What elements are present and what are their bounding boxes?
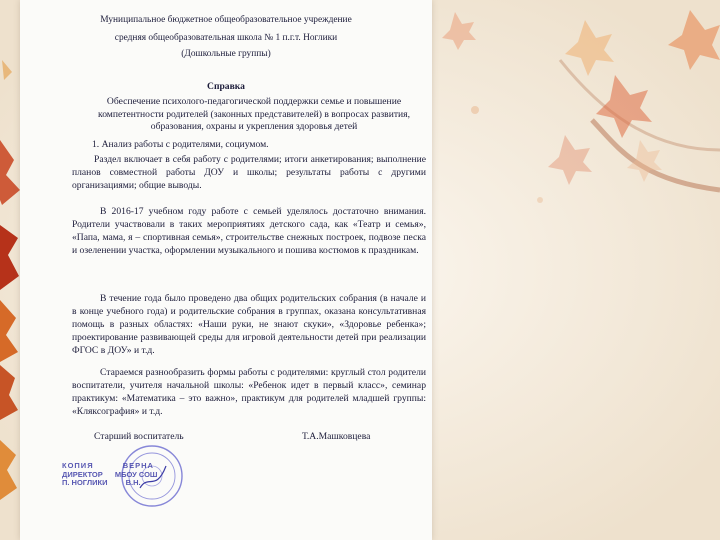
stamp-line-5: П. НОГЛИКИ	[62, 478, 108, 487]
header-line-2: средняя общеобразовательная школа № 1 п.г.т. Ноглики	[114, 33, 338, 43]
stamp-line-1: КОПИЯ	[62, 461, 94, 470]
paragraph-4: Стараемся разнообразить формы работы с родителями: круглый стол родители воспитатели, учителя начальной школы: «Ребенок идет в первый класс», семинар практикум: «Математика – это важно», практикум для родителей младшей группы: «Кляксография» и т.д.	[72, 367, 426, 417]
header-line-1: Муниципальное бюджетное общеобразовательное учреждение	[100, 15, 352, 25]
signature-position: Старший воспитатель	[94, 431, 184, 442]
document-title: Справка	[207, 81, 245, 92]
paragraph-2: В 2016-17 учебном году работе с семьей уделялось достаточно внимания. Родители участвовали в таких мероприятиях детского сада, как «Театр и семья», «Папа, мама, я – спортивная семья», строительстве снежных построек, подвозе песка и озеленении участка, оформлении музыкального и пошива костюмов к праздникам.	[72, 206, 426, 256]
document-page	[20, 0, 432, 540]
stamp-line-6: В.Н.	[125, 478, 141, 487]
stamp-line-4: МБОУ СОШ	[114, 469, 158, 479]
header-line-3: (Дошкольные группы)	[181, 49, 271, 59]
stamp-line-2: ВЕРНА	[122, 461, 154, 470]
stamp-line-3: ДИРЕКТОР	[62, 469, 103, 479]
paragraph-1: Раздел включает в себя работу с родителями; итоги анкетирования; выполнение планов совместной работы ДОУ и школы; результаты работы с другими организациями; общие выводы.	[72, 154, 426, 191]
document-subtitle: Обеспечение психолого-педагогической поддержки семье и повышение компетентности родителей (законных представителей) в вопросах развития, образования, охраны и укрепления здоровья детей	[98, 96, 410, 132]
stamp-text	[62, 462, 182, 488]
signature-name: Т.А.Машковцева	[302, 431, 371, 442]
paragraph-3: В течение года было проведено два общих родительских собрания (в начале и в конце учебного года) и родительские собрания в группах, оказана консультативная помощь в разных областях: «Наши руки, не знают скуки», «Здоровье ребенка»; проектирование развивающей среды для игровой деятельности детей при реализации ФГОС в ДОУ» и т.д.	[72, 293, 426, 356]
section-heading: 1. Анализ работы с родителями, социумом.	[92, 139, 269, 150]
